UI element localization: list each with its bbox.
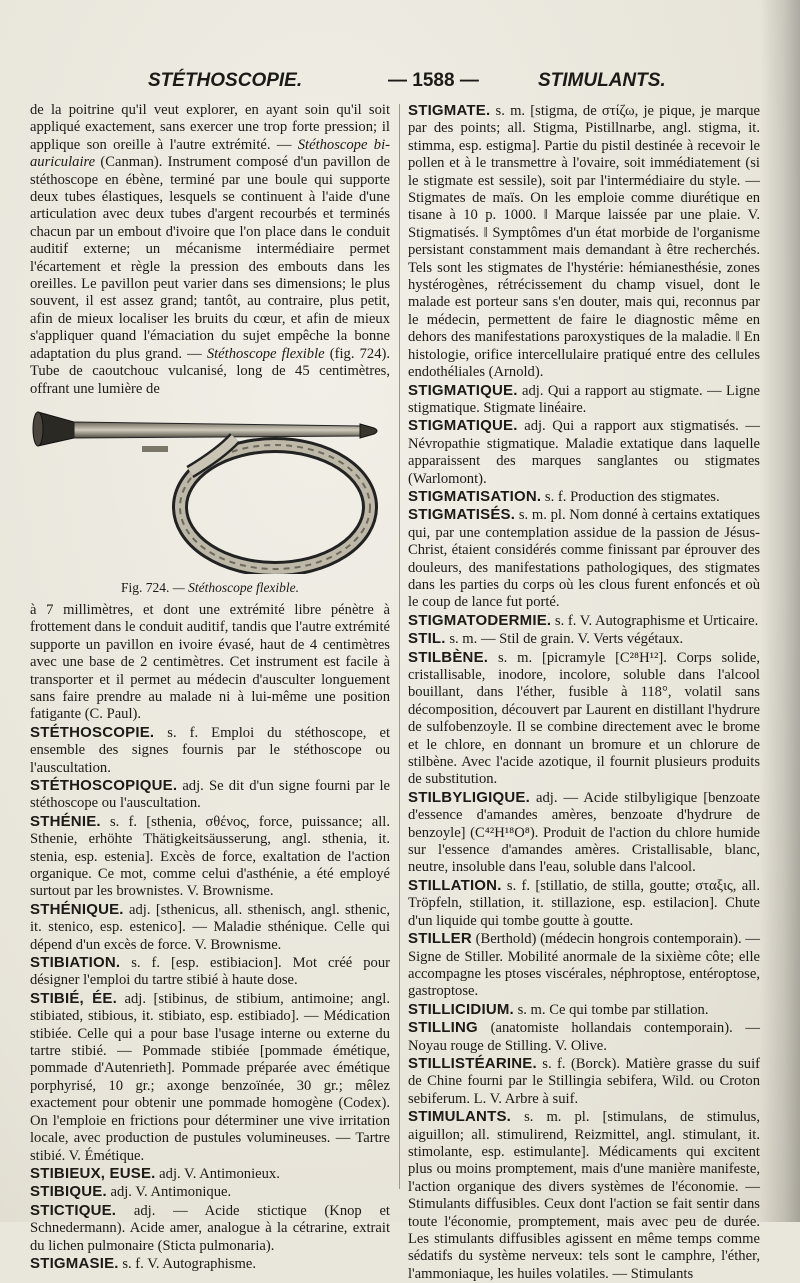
entry-sthenie: STHÉNIE. s. f. [sthenia, σθένος, force, puissance; all. Sthenie, erhöhte Thätigkeitsäusserung, angl. sthenia, it. stenia, esp. estenia]. Excès de force, exaltation de l'action organique. Ce mot, comme celui d'asthénie, a été employé surtout par les brownistes. V. Brownisme.: [30, 812, 390, 900]
entry-stil: STIL. s. m. — Stil de grain. V. Verts végétaux.: [408, 630, 684, 648]
entry-stigmatique-2: STIGMATIQUE. adj. Qui a rapport aux stigmatisés. — Névropathie stigmatique. Maladie extatique dans laquelle apparaissent des marques sanglantes ou stigmates (Warlomont).: [408, 417, 760, 487]
left-column: [30, 102, 390, 1273]
entry-stillation: STILLATION. s. f. [stillatio, de stilla, goutte; σταξις, all. Tröpfeln, stillation, it. stillazione, esp. estilacion]. Chute d'un liquide qui tombe goutte à goutte.: [408, 876, 760, 929]
entry-stethoscopique: STÉTHOSCOPIQUE. adj. Se dit d'un signe fourni par le stéthoscope ou l'auscultation.: [30, 776, 390, 812]
entry-stictique: STICTIQUE. adj. — Acide stictique (Knop et Schnedermann). Acide amer, analogue à la cétrarine, extrait du lichen pulmonaire (Sticta pulmonaria).: [30, 1201, 390, 1254]
entry-stilling: STILLING (anatomiste hollandais contemporain). — Noyau rouge de Stilling. V. Olive.: [408, 1019, 760, 1054]
page-number: — 1588 —: [388, 70, 479, 91]
flexible-stethoscope-illustration: [30, 402, 390, 574]
entry-stigmasie: STIGMASIE. s. f. V. Autographisme.: [30, 1254, 256, 1272]
entry-stethoscopie: STÉTHOSCOPIE. s. f. Emploi du stéthoscope, et ensemble des signes fournis par le stéthoscope ou l'auscultation.: [30, 723, 390, 776]
entry-stillicidium: STILLICIDIUM. s. m. Ce qui tombe par stillation.: [408, 1000, 709, 1018]
entry-stibie: STIBIÉ, ÉE. adj. [stibinus, de stibium, antimoine; angl. stibiated, stibious, it. stibiato, esp. estibiado]. — Médication stibiée. Celle qui a pour base l'usage interne ou externe du tartre stibié. — Pommade stibiée [pommade émétique, pommade d'Autenrieth]. Pommade préparée avec émétique porphyrisé, 10 gr.; axonge benzoïnée, 30 gr.; mêlez exactement pour obtenir une pommade homogène (Codex). On l'emploie en frictions pour déterminer une vive irritation locale, avec production de pustules volumineuses. — Tartre stibié. V. Émétique.: [30, 989, 390, 1164]
header-right: STIMULANTS.: [538, 70, 666, 91]
entry-sthenique: STHÉNIQUE. adj. [sthenicus, all. sthenisch, angl. sthenic, it. stenico, esp. estenico]. — Maladie sthénique. Celle qui dépend d'un excès de force. V. Brownisme.: [30, 900, 390, 953]
entry-stigmatisation: STIGMATISATION. s. f. Production des stigmates.: [408, 487, 720, 505]
entry-stigmate: STIGMATE. s. m. [stigma, de στίζω, je pique, je marque par des points; all. Stigma, Pistillnarbe, angl. stigma, it. stimma, esp. estigma]. Partie du pistil destinée à recevoir le pollen et à le transmettre à l'ovaire, soit immédiatement (si le stigmate est sessile), soit par l'intermédiaire du style. — Stigmates de maïs. On les emploie comme diurétique en tisane à 10 p. 1000. ‖ Marque laissée par une plaie. V. Stigmatisés. ‖ Symptômes d'un état morbide de l'organisme persistant constamment mais demandant à être recherchés. Tels sont les stigmates de l'hystérie: hémianesthésie, zones hystérogènes, rétrécissement du champ visuel, dont le malade est porteur sans s'en douter, mais qui, reconnus par le médecin, permettent de faire le diagnostic même en dehors des manifestations paroxystiques de la maladie. ‖ En histologie, orifice intercellulaire pratiqué entre des cellules endothéliales (Arnold).: [408, 102, 760, 381]
entry-stillistearine: STILLISTÉARINE. s. f. (Borck). Matière grasse du suif de Chine fourni par le Stillingia sebifera, Wild. ou Croton sebiferum. L. V. Arbre à suif.: [408, 1054, 760, 1107]
entry-stigmatodermie: STIGMATODERMIE. s. f. V. Autographisme et Urticaire.: [408, 611, 759, 629]
book-spine-shadow: [760, 0, 800, 1222]
column-rule: [399, 104, 400, 1189]
header-left: STÉTHOSCOPIE.: [148, 70, 303, 91]
entry-stibique: STIBIQUE. adj. V. Antimonique.: [30, 1183, 232, 1201]
continuation-paragraph: de la poitrine qu'il veut explorer, en ayant soin qu'il soit appliqué exactement, sans exercer une trop forte pression; il applique son oreille à l'autre extrémité. — Stéthoscope bi-auriculaire (Canman). Instrument composé d'un pavillon de stéthoscope en ébène, terminé par une boule qui supporte deux tubes élastiques, lesquels se continuent à l'aide d'une articulation avec deux tubes d'argent recourbés et terminés chacun par un embout d'ivoire que l'on place dans le conduit auditif externe; un mécanisme intermédiaire permet l'écartement et règle la pression des embouts dans les oreilles. Le pavillon peut varier dans ses dimensions; le plus souvent, il est assez grand; tantôt, au contraire, plus petit, afin de mieux localiser les bruits du cœur, et afin de mieux s'appliquer quand l'émaciation du sujet empêche la bonne adaptation du plus grand. — Stéthoscope flexible (fig. 724). Tube de caoutchouc vulcanisé, long de 45 centimètres, offrant une lumière de: [30, 102, 391, 397]
entry-stibieux: STIBIEUX, EUSE. adj. V. Antimonieux.: [30, 1164, 280, 1182]
figure-caption: Fig. 724. — Stéthoscope flexible.: [120, 580, 300, 596]
entry-stibiation: STIBIATION. s. f. [esp. estibiacion]. Mot créé pour désigner l'emploi du tartre stibié à haute dose.: [30, 954, 390, 989]
entry-stiller: STILLER (Berthold) (médecin hongrois contemporain). — Signe de Stiller. Mobilité anormale de la sixième côte; elle accompagne les ptoses viscérales, néphroptose, entéroptose, gastroptose.: [408, 930, 760, 1000]
right-column: [408, 102, 760, 1283]
entry-stigmatique-1: STIGMATIQUE. adj. Qui a rapport au stigmate. — Ligne stigmatique. Stigmate linéaire.: [408, 381, 760, 416]
entry-stilbyligique: STILBYLIGIQUE. adj. — Acide stilbyligique [benzoate d'essence d'amandes amères, benzoate d'hydrure de benzoyle] (C⁴²H¹⁸O⁸). Produit de l'action du chlore humide sur l'essence d'amandes amères. Cristallisable, blanc, neutre, insoluble dans l'eau, soluble dans l'alcool.: [408, 788, 760, 876]
entry-stilbene: STILBÈNE. s. m. [picramyle [C²⁸H¹²]. Corps solide, cristallisable, inodore, incolore, soluble dans l'alcool bouillant, dans l'éther, fusible à 118°, volatil sans décomposition, découvert par Laurent en distillant l'hydrure de sulfobenzoyle. Il se combine directement avec le brome et le chlore, en donnant un bromure et un chlorure de stilbène. Avec l'acide azotique, il fournit plusieurs produits de substitution.: [408, 648, 760, 788]
continuation-paragraph-2: à 7 millimètres, et dont une extrémité libre pénètre à frottement dans le conduit auditif, tandis que l'autre extrémité supporte un pavillon en ivoire évasé, haut de 4 centimètres avec une base de 2 centimètres. Cet instrument est facile à transporter et il permet au médecin d'ausculter longuement sans faire prendre au malade ni à lui-même une position fatigante (C. Paul).: [30, 601, 390, 723]
entry-stimulants: STIMULANTS. s. m. pl. [stimulans, de stimulus, aiguillon; all. stimulirend, Reizmittel, angl. stimulant, it. stimolante, esp. estimulante]. Médicaments qui excitent plus ou moins promptement, mais d'une manière manifeste, l'action organique des divers systèmes de l'économie. — Stimulants diffusibles. Ceux dont l'action se fait sentir dans toute l'économie, promptement, mais avec peu de durée. Les stimulants diffusibles agissent en même temps comme sédatifs du système nerveux: tels sont le camphre, l'éther, l'ammoniaque, les huiles volatiles. — Stimulants: [408, 1108, 760, 1282]
running-head: [30, 70, 760, 98]
figure-724: [30, 402, 390, 598]
entry-stigmatises: STIGMATISÉS. s. m. pl. Nom donné à certains extatiques qui, par une contemplation assidue de la passion de Jésus-Christ, étaient considérés comme finissant par éprouver des douleurs, des manifestations pathologiques, des stigmates dans les parties du corps où les clous furent enfoncés et où le coup de lance fut porté.: [408, 506, 760, 611]
